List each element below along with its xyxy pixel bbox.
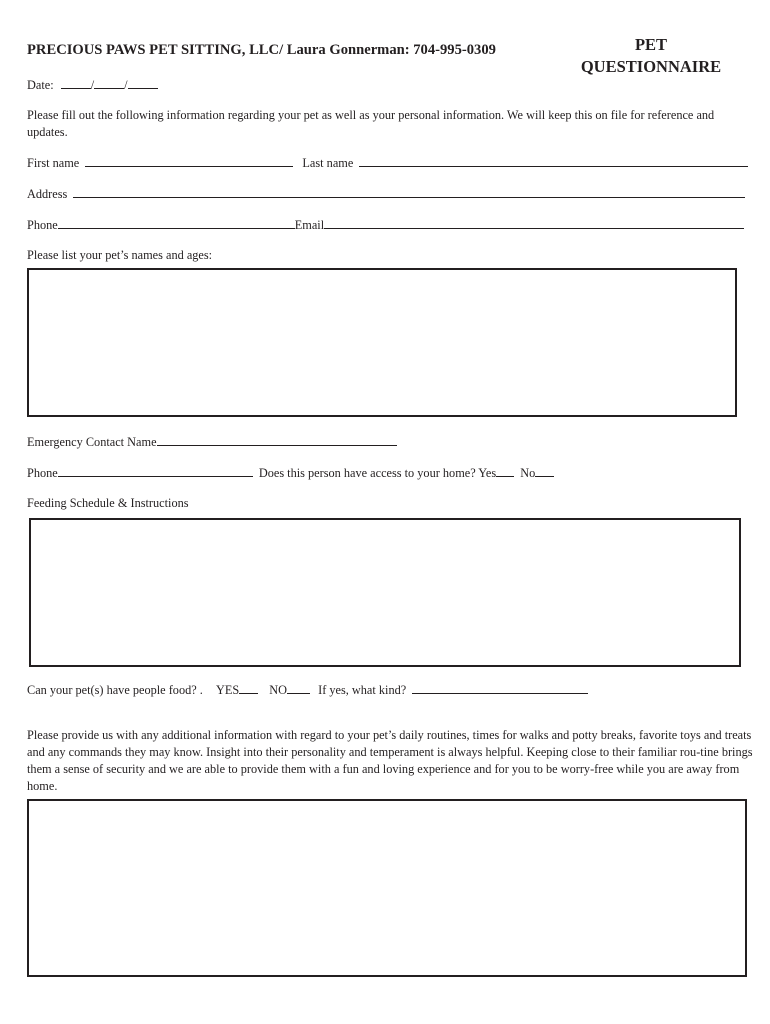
contact-row — [27, 217, 744, 233]
additional-info-text: Please provide us with any additional information with regard to your pet’s daily routines, times for walks and potty breaks, favorite toys and treats and any commands they may know. Insight into their personality and temperament is always helpful. Keeping close to their familiar rou-tine brings them a sense of security and we are able to provide them with a fun and loving experience and for you to be worry-free while you are away from home. — [27, 728, 753, 793]
emergency-contact-label: Emergency Contact Name — [27, 435, 157, 449]
feeding-label: Feeding Schedule & Instructions — [27, 496, 189, 510]
date-separator: / — [90, 78, 95, 92]
date-separator: / — [124, 78, 128, 92]
email-field[interactable] — [324, 217, 744, 229]
pets-prompt: Please list your pet’s names and ages: — [27, 248, 213, 262]
date-row — [27, 77, 158, 93]
people-food-no-field[interactable] — [287, 682, 310, 694]
emergency-name-row — [27, 434, 397, 450]
people-food-question: Can your pet(s) have people food? . — [27, 683, 203, 697]
home-access-yes-field[interactable] — [496, 465, 514, 477]
feeding-instructions-box[interactable] — [29, 518, 741, 667]
emergency-contact-field[interactable] — [157, 434, 397, 446]
phone-field[interactable] — [58, 217, 295, 229]
email-label: Email — [294, 218, 325, 232]
phone-label: Phone — [27, 218, 58, 232]
pets-names-ages-box[interactable] — [27, 268, 737, 417]
home-access-no-field[interactable] — [535, 465, 554, 477]
people-food-no-label: NO — [269, 683, 288, 697]
first-name-label: First name — [27, 156, 80, 170]
date-year-field[interactable] — [128, 77, 158, 89]
form-title-line1: PET — [634, 35, 668, 54]
home-access-no-label: No — [520, 466, 536, 480]
last-name-label: Last name — [302, 156, 354, 170]
address-label: Address — [27, 187, 68, 201]
people-food-kind-label: If yes, what kind? — [318, 683, 407, 697]
last-name-field[interactable] — [359, 155, 748, 167]
address-field[interactable] — [73, 186, 745, 198]
people-food-kind-field[interactable] — [412, 682, 588, 694]
additional-info-box[interactable] — [27, 799, 747, 977]
date-month-field[interactable] — [61, 77, 91, 89]
form-title — [566, 34, 736, 78]
emergency-phone-field[interactable] — [58, 465, 253, 477]
intro-text: Please fill out the following information regarding your pet as well as your personal information. We will keep this on file for reference and updates. — [27, 108, 715, 139]
date-label: Date: — [27, 78, 54, 92]
first-name-field[interactable] — [85, 155, 293, 167]
people-food-yes-label: YES — [215, 683, 240, 697]
company-header: PRECIOUS PAWS PET SITTING, LLC/ Laura Gonnerman: 704-995-0309 — [27, 42, 496, 58]
address-row — [27, 186, 745, 202]
name-row — [27, 155, 748, 171]
people-food-row — [27, 682, 588, 698]
form-title-line2: QUESTIONNAIRE — [580, 57, 722, 76]
emergency-phone-label: Phone — [27, 466, 58, 480]
emergency-phone-row — [27, 465, 554, 481]
people-food-yes-field[interactable] — [239, 682, 258, 694]
home-access-question: Does this person have access to your home? Yes — [258, 466, 497, 480]
date-day-field[interactable] — [94, 77, 124, 89]
